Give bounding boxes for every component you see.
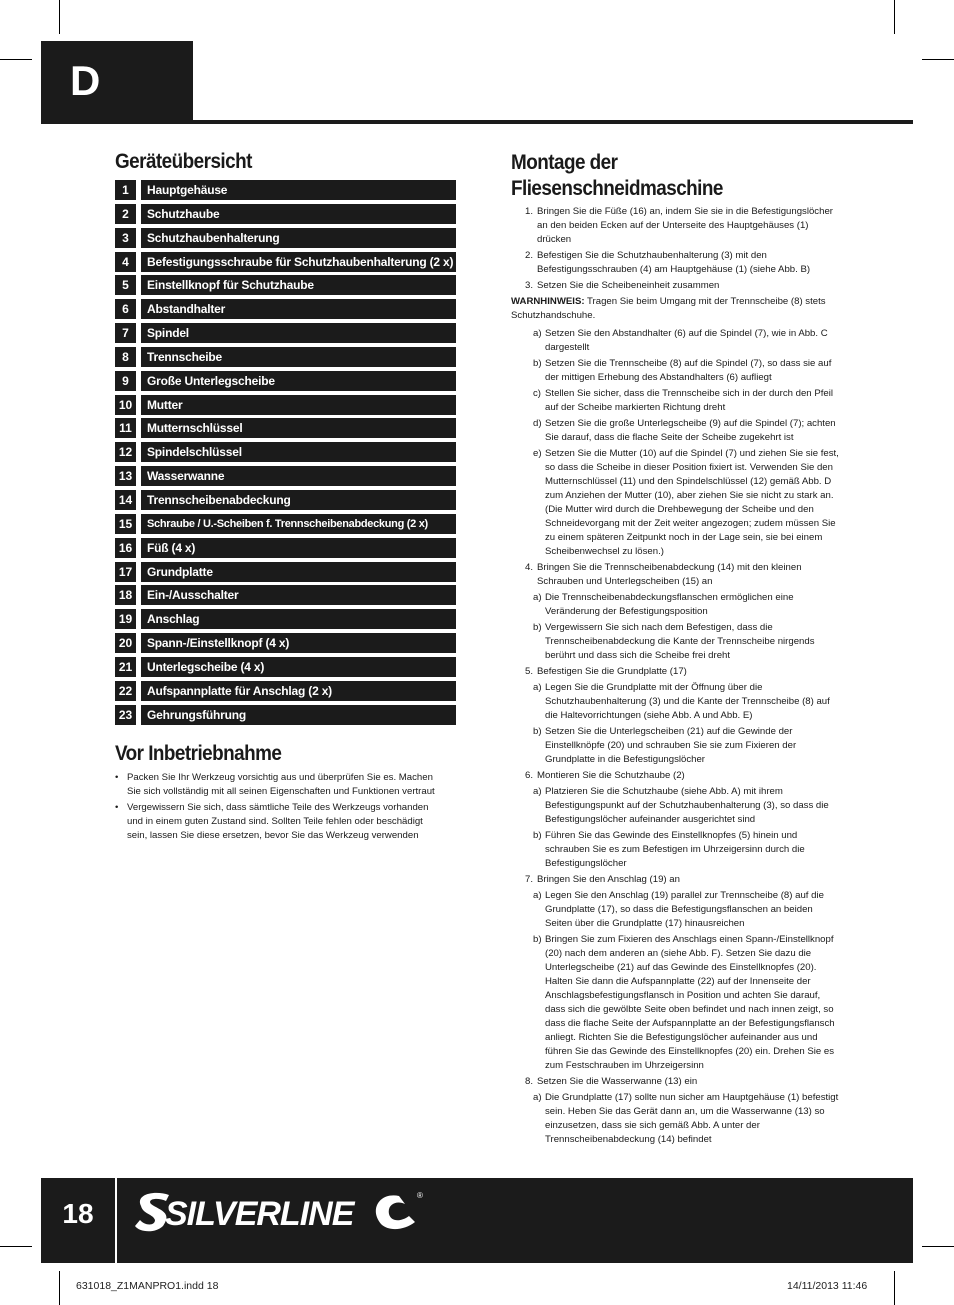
substep	[533, 681, 841, 723]
part-row	[115, 657, 456, 677]
substep	[533, 591, 841, 619]
part-label: Mutter	[141, 395, 456, 415]
part-row	[115, 585, 456, 605]
part-number: 6	[115, 299, 136, 319]
step-number: 1.	[524, 206, 533, 217]
substep-letter: b)	[533, 358, 542, 369]
parts-list	[115, 180, 456, 728]
part-label: Ein-/Ausschalter	[141, 585, 456, 605]
crop-mark	[59, 1271, 60, 1305]
part-label: Große Unterlegscheibe	[141, 371, 456, 391]
prep-title: Vor Inbetriebnahme	[115, 742, 282, 765]
substep	[533, 725, 841, 767]
footer-divider	[115, 1178, 117, 1263]
substep-text: Setzen Sie die Unterlegscheiben (21) auf die Gewinde der Einstellknöpfe (20) und schrauben Sie sie zum Fixieren der Grundplatte in die Befestigungslöcher	[545, 726, 797, 765]
substep-letter: b)	[533, 830, 542, 841]
substep-text: Legen Sie den Anschlag (19) parallel zur Trennscheibe (8) auf die Grundplatte (17), so dass die Befestigungsflanschen an beiden Seiten über die Grundplatte (17) hinausreichen	[545, 890, 824, 929]
part-number: 4	[115, 252, 136, 272]
substep	[533, 889, 841, 931]
part-row	[115, 275, 456, 295]
part-label: Spann-/Einstellknopf (4 x)	[141, 633, 456, 653]
part-label: Spindel	[141, 323, 456, 343]
substep-text: Legen Sie die Grundplatte mit der Öffnung über die Schutzhaubenhalterung (3) und die Kante der Trennscheibe (8) auf die Haltevorrichtungen (siehe Abb. A und Abb. E)	[545, 682, 830, 721]
part-label: Befestigungsschraube für Schutzhaubenhalterung (2 x)	[141, 252, 456, 272]
substep	[533, 829, 841, 871]
substep	[533, 1091, 841, 1147]
step	[511, 873, 841, 887]
part-number: 14	[115, 490, 136, 510]
crop-mark	[59, 0, 60, 34]
part-number: 9	[115, 371, 136, 391]
prep-list	[115, 771, 445, 845]
part-number: 16	[115, 538, 136, 558]
part-number: 22	[115, 681, 136, 701]
substep-letter: e)	[533, 448, 542, 459]
part-row	[115, 466, 456, 486]
part-row	[115, 347, 456, 367]
substep-letter: a)	[533, 890, 542, 901]
substep-text: Die Grundplatte (17) sollte nun sicher am Hauptgehäuse (1) befestigt sein. Heben Sie das Gerät dann an, um die Wasserwanne (13) so einzusetzen, dass sie sich gemäß Abb. A unter der Trennscheibenabdeckung (14) befindet	[545, 1092, 839, 1145]
substep-letter: d)	[533, 418, 542, 429]
part-label: Unterlegscheibe (4 x)	[141, 657, 456, 677]
crop-mark	[894, 1271, 895, 1305]
parts-title: Geräteübersicht	[115, 150, 252, 173]
file-slug: 631018_Z1MANPRO1.indd 18	[76, 1280, 219, 1292]
step-text: Montieren Sie die Schutzhaube (2)	[537, 770, 685, 781]
part-number: 8	[115, 347, 136, 367]
section-tab	[41, 41, 193, 123]
part-row	[115, 514, 456, 534]
substep	[533, 387, 841, 415]
substep-text: Führen Sie das Gewinde des Einstellknopfes (5) hinein und schrauben Sie es zum Befestigen im Uhrzeigersinn durch die Befestigungslöcher	[545, 830, 805, 869]
substep-letter: b)	[533, 934, 542, 945]
date-slug: 14/11/2013 11:46	[787, 1280, 868, 1292]
substep-text: Setzen Sie den Abstandhalter (6) auf die Spindel (7), wie in Abb. C dargestellt	[545, 328, 828, 353]
step-number: 4.	[524, 562, 533, 573]
part-number: 21	[115, 657, 136, 677]
crop-mark	[922, 59, 954, 60]
substep-text: Setzen Sie die große Unterlegscheibe (9) auf die Spindel (7); achten Sie darauf, dass die flache Seite der Scheibe zugekehrt ist	[545, 418, 836, 443]
warning-text: Tragen Sie beim Umgang mit der Trennscheibe (8) stets Schutzhandschuhe.	[511, 296, 826, 321]
step-text: Setzen Sie die Scheibeneinheit zusammen	[537, 280, 720, 291]
part-label: Einstellknopf für Schutzhaube	[141, 275, 456, 295]
substep-letter: a)	[533, 682, 542, 693]
substep-letter: a)	[533, 328, 542, 339]
part-number: 12	[115, 442, 136, 462]
substep	[533, 417, 841, 445]
substep	[533, 357, 841, 385]
part-label: Trennscheibenabdeckung	[141, 490, 456, 510]
part-label: Schraube / U.-Scheiben f. Trennscheibenabdeckung (2 x)	[141, 514, 456, 534]
part-row	[115, 633, 456, 653]
part-row	[115, 180, 456, 200]
step	[511, 561, 841, 589]
part-label: Wasserwanne	[141, 466, 456, 486]
part-row	[115, 705, 456, 725]
part-number: 23	[115, 705, 136, 725]
part-row	[115, 395, 456, 415]
substep-text: Bringen Sie zum Fixieren des Anschlags einen Spann-/Einstellknopf (20) nach dem anderen an (siehe Abb. F). Setzen Sie dazu die Unterlegscheibe (21) auf das Gewinde des Einstellknopfes (20). Halten Sie dann die Aufspannplatte (22) auf der Innenseite der Anschlagsbefestigungsflansch in Position und achten Sie darauf, dass sich die gewölbte Seite oben befindet und nach innen zeigt, so dass die flache Seite der Aufspannplatte an der Befestigungsflansch anliegt. Richten Sie die Befestigungslöcher aufeinander aus und führen Sie das Gewinde des Einstellknopfes (20) ein. Drehen Sie es zum Festschrauben im Uhrzeigersinn	[545, 934, 835, 1071]
part-row	[115, 418, 456, 438]
substep	[533, 327, 841, 355]
step	[511, 769, 841, 783]
substep-letter: b)	[533, 622, 542, 633]
step-text: Befestigen Sie die Schutzhaubenhalterung (3) mit den Befestigungsschrauben (4) am Hauptgehäuse (1) (siehe Abb. B)	[537, 250, 811, 275]
step-text: Setzen Sie die Wasserwanne (13) ein	[537, 1076, 698, 1087]
crop-mark	[0, 1246, 32, 1247]
assembly-title: Montage der Fliesenschneidmaschine	[511, 151, 723, 200]
part-label: Trennscheibe	[141, 347, 456, 367]
part-row	[115, 204, 456, 224]
part-label: Schutzhaube	[141, 204, 456, 224]
substep-letter: a)	[533, 786, 542, 797]
crop-mark	[894, 0, 895, 34]
substep-letter: b)	[533, 726, 542, 737]
part-number: 15	[115, 514, 136, 534]
part-label: Gehrungsführung	[141, 705, 456, 725]
step-number: 6.	[524, 770, 533, 781]
substep-text: Die Trennscheibenabdeckungsflanschen ermöglichen eine Veränderung der Befestigungsposition	[545, 592, 794, 617]
warning-note	[511, 295, 841, 323]
substep-letter: a)	[533, 1092, 542, 1103]
substep-text: Vergewissern Sie sich nach dem Befestigen, dass die Trennscheibenabdeckung die Kante der Trennscheibe nirgends berührt und dass sich die Scheibe frei dreht	[545, 622, 815, 661]
part-number: 7	[115, 323, 136, 343]
step	[511, 1075, 841, 1089]
part-number: 3	[115, 228, 136, 248]
step-number: 7.	[524, 874, 533, 885]
part-label: Schutzhaubenhalterung	[141, 228, 456, 248]
part-number: 5	[115, 275, 136, 295]
substep	[533, 785, 841, 827]
part-label: Anschlag	[141, 609, 456, 629]
part-row	[115, 371, 456, 391]
step-text: Befestigen Sie die Grundplatte (17)	[537, 666, 687, 677]
step-text: Bringen Sie die Trennscheibenabdeckung (14) mit den kleinen Schrauben und Unterlegscheiben (15) an	[537, 562, 802, 587]
prep-item: • Vergewissern Sie sich, dass sämtliche Teile des Werkzeugs vorhanden und in einem guten Zustand sind. Sollten Teile fehlen oder beschädigt sein, lassen Sie diese ersetzen, bevor Sie das Werkzeug verwenden	[115, 801, 445, 843]
substep	[533, 621, 841, 663]
section-letter: D	[70, 57, 101, 104]
header-rule	[41, 120, 913, 124]
part-number: 2	[115, 204, 136, 224]
part-number: 10	[115, 395, 136, 415]
part-label: Spindelschlüssel	[141, 442, 456, 462]
step-number: 2.	[524, 250, 533, 261]
part-row	[115, 299, 456, 319]
step-number: 5.	[524, 666, 533, 677]
prep-item: • Packen Sie Ihr Werkzeug vorsichtig aus und überprüfen Sie es. Machen Sie sich vollständig mit all seinen Eigenschaften und Funktionen vertraut	[115, 771, 445, 799]
part-label: Hauptgehäuse	[141, 180, 456, 200]
step-text: Bringen Sie den Anschlag (19) an	[537, 874, 680, 885]
part-row	[115, 609, 456, 629]
part-row	[115, 323, 456, 343]
step	[511, 249, 841, 277]
substep-letter: a)	[533, 592, 542, 603]
part-number: 19	[115, 609, 136, 629]
part-row	[115, 490, 456, 510]
crop-mark	[922, 1246, 954, 1247]
substep-text: Platzieren Sie die Schutzhaube (siehe Abb. A) mit ihrem Befestigungspunkt auf der Schutzhaubenhalterung (3), so dass die Befestigungslöcher aufeinander ausgerichtet sind	[545, 786, 829, 825]
part-number: 17	[115, 562, 136, 582]
registered-mark: ®	[417, 1191, 423, 1200]
part-row	[115, 252, 456, 272]
substep-text: Stellen Sie sicher, dass die Trennscheibe sich in der durch den Pfeil auf der Scheibe markierten Richtung dreht	[545, 388, 833, 413]
substep-text: Setzen Sie die Mutter (10) auf die Spindel (7) und ziehen Sie sie fest, so dass die Scheibe in dieser Position fixiert ist. Verwenden Sie den Mutternschlüssel (11) und den Spindelschlüssel (12) gemäß Abb. D zum Anziehen der Mutter (10), aber ziehen Sie sie nicht zu stark an. (Die Mutter wird durch die Drehbewegung der Scheibe und den Schneidevorgang mit der Zeit weiter angezogen; zudem müssen Sie zu einem späteren Zeitpunkt noch in der Lage sein, sie bei einem Scheibenwechsel zu lösen.)	[545, 448, 839, 557]
part-number: 11	[115, 418, 136, 438]
part-label: Mutternschlüssel	[141, 418, 456, 438]
part-label: Grundplatte	[141, 562, 456, 582]
substep	[533, 447, 841, 559]
part-row	[115, 442, 456, 462]
silverline-logo	[133, 1186, 428, 1238]
part-label: Füß (4 x)	[141, 538, 456, 558]
step	[511, 279, 841, 293]
assembly-instructions	[511, 205, 841, 1149]
page-number: 18	[62, 1198, 94, 1229]
part-row	[115, 228, 456, 248]
step	[511, 205, 841, 247]
part-number: 18	[115, 585, 136, 605]
crop-mark	[0, 59, 32, 60]
step-number: 3.	[524, 280, 533, 291]
step-text: Bringen Sie die Füße (16) an, indem Sie sie in die Befestigungslöcher an den beiden Ecken auf der Unterseite des Hauptgehäuses (1) drücken	[537, 206, 833, 245]
step	[511, 665, 841, 679]
warning-label: WARNHINWEIS:	[511, 296, 585, 307]
svg-text:SILVERLINE: SILVERLINE	[165, 1195, 354, 1233]
step-number: 8.	[524, 1076, 533, 1087]
part-row	[115, 681, 456, 701]
part-row	[115, 538, 456, 558]
part-number: 1	[115, 180, 136, 200]
substep-letter: c)	[533, 388, 541, 399]
part-row	[115, 562, 456, 582]
substep	[533, 933, 841, 1073]
part-number: 20	[115, 633, 136, 653]
part-number: 13	[115, 466, 136, 486]
substep-text: Setzen Sie die Trennscheibe (8) auf die Spindel (7), so dass sie auf der mittigen Erhebung des Abstandhalters (6) aufliegt	[545, 358, 832, 383]
part-label: Aufspannplatte für Anschlag (2 x)	[141, 681, 456, 701]
part-label: Abstandhalter	[141, 299, 456, 319]
